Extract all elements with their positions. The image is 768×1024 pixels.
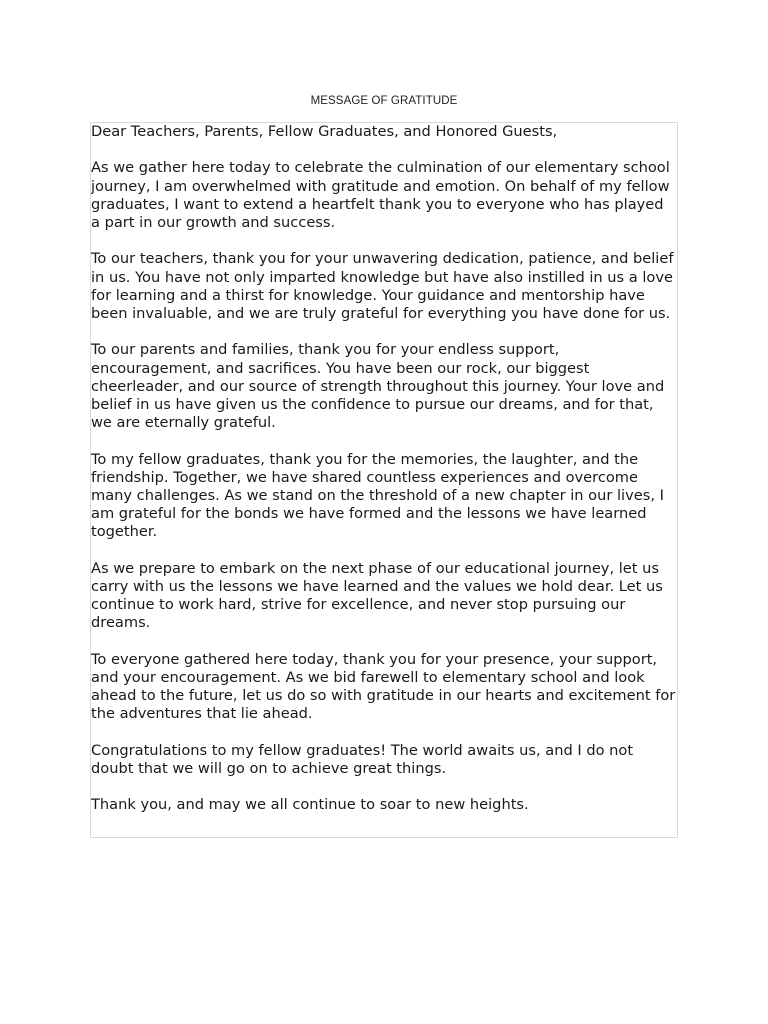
letter-salutation: Dear Teachers, Parents, Fellow Graduates, and Honored Guests, — [91, 123, 558, 140]
letter-closing: Thank you, and may we all continue to soar to new heights. — [91, 796, 529, 814]
letter-paragraph-graduates: To my fellow graduates, thank you for the memories, the laughter, and the friendship. Together, we have shared countless experiences and overcome many challenges. As we stand on the threshold of a new chapter in our lives, I am grateful for the bonds we have formed and the lessons we have learned together. — [91, 450, 664, 541]
letter-paragraph-congratulations: Congratulations to my fellow graduates! The world awaits us, and I do not doubt that we will go on to achieve great things. — [91, 741, 634, 777]
letter-text-box — [90, 122, 678, 838]
letter-paragraph-teachers: To our teachers, thank you for your unwavering dedication, patience, and belief in us. You have not only imparted knowledge but have also instilled in us a love for learning and a thirst for knowledge. Your guidance and mentorship have been invaluable, and we are truly grateful for everything you have done for us. — [91, 250, 674, 322]
document-title: MESSAGE OF GRATITUDE — [310, 95, 458, 107]
letter-paragraph-next-phase: As we prepare to embark on the next phase of our educational journey, let us carry with us the lessons we have learned and the values we hold dear. Let us continue to work hard, strive for excellence, and never stop pursuing our dreams. — [91, 559, 663, 632]
letter-paragraph-intro: As we gather here today to celebrate the culmination of our elementary school journey, I am overwhelmed with gratitude and emotion. On behalf of my fellow graduates, I want to extend a heartfelt thank you to everyone who has played a part in our growth and success. — [91, 159, 670, 231]
letter-paragraph-everyone: To everyone gathered here today, thank you for your presence, your support, and your encouragement. As we bid farewell to elementary school and look ahead to the future, let us do so with gratitude in our hearts and excitement for the adventures that lie ahead. — [91, 650, 676, 723]
letter-paragraph-parents: To our parents and families, thank you for your endless support, encouragement, and sacrifices. You have been our rock, our biggest cheerleader, and our source of strength throughout this journey. Your love and belief in us have given us the confidence to pursue our dreams, and for that, we are eternally grateful. — [91, 341, 665, 432]
